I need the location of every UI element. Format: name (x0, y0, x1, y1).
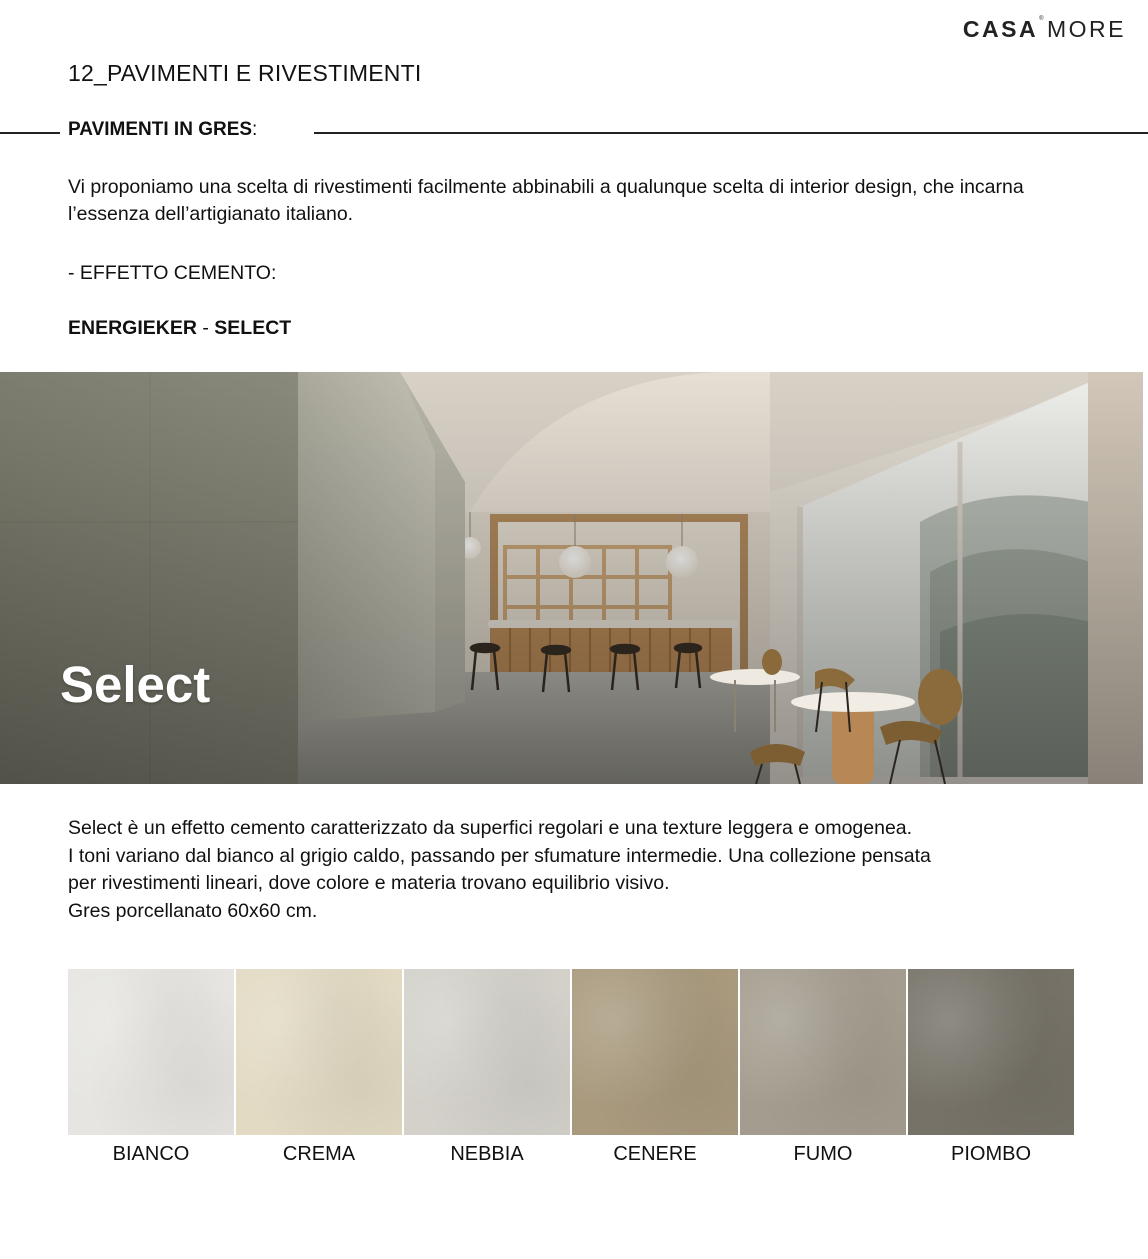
description-line: Gres porcellanato 60x60 cm. (68, 899, 318, 922)
logo-light-part: MORE (1047, 16, 1126, 42)
subheading-effetto-cemento: - EFFETTO CEMENTO: (68, 262, 277, 284)
section-heading (68, 119, 257, 141)
section-heading-colon: : (252, 119, 258, 140)
swatch-tile (404, 969, 570, 1135)
section-divider-left (0, 132, 60, 134)
description-line: Select è un effetto cemento caratterizzato da superfici regolari e una texture leggera e omogenea. (68, 817, 913, 839)
page-title: 12_PAVIMENTI E RIVESTIMENTI (68, 60, 422, 86)
swatch-tile (236, 969, 402, 1135)
casamore-logo (963, 16, 1126, 43)
intro-paragraph: Vi proponiamo una scelta di rivestimenti facilmente abbinabili a qualunque scelta di interior design, che incarna l’essenza dell’artigianato italiano. (68, 176, 1024, 225)
swatch-label: NEBBIA (450, 1143, 524, 1165)
description-line: I toni variano dal bianco al grigio caldo, passando per sfumature intermedie. Una collezione pensata (68, 844, 931, 867)
logo-registered-mark: ® (1039, 16, 1046, 22)
logo-bold-part: CASA (962, 16, 1039, 42)
swatch-bianco (68, 969, 234, 1169)
swatch-tile (572, 969, 738, 1135)
swatch-label: PIOMBO (950, 1143, 1031, 1165)
swatch-nebbia (404, 969, 570, 1169)
hero-title: Select (60, 656, 211, 713)
swatch-crema (236, 969, 402, 1169)
section-divider-right (314, 132, 1148, 134)
swatch-label: CREMA (282, 1143, 356, 1165)
interior-scene-illustration (0, 372, 1143, 784)
color-swatches (68, 969, 1074, 1169)
swatch-tile (68, 969, 234, 1135)
swatch-fumo (740, 969, 906, 1169)
swatch-tile (740, 969, 906, 1135)
swatch-label: FUMO (793, 1143, 853, 1165)
section-heading-bold: PAVIMENTI IN GRES (68, 119, 253, 140)
collection-name: SELECT (214, 317, 292, 339)
brand-name: ENERGIEKER (68, 317, 197, 339)
brand-separator: - (196, 317, 215, 339)
swatch-cenere (572, 969, 738, 1169)
swatch-label: BIANCO (112, 1143, 190, 1165)
swatch-label: CENERE (613, 1143, 697, 1165)
hero-interior-image (0, 372, 1143, 784)
collection-description (68, 815, 1108, 925)
description-line: per rivestimenti lineari, dove colore e materia trovano equilibrio visivo. (68, 872, 670, 894)
swatch-tile (908, 969, 1074, 1135)
brand-collection-line (68, 317, 291, 340)
swatch-piombo (908, 969, 1074, 1169)
